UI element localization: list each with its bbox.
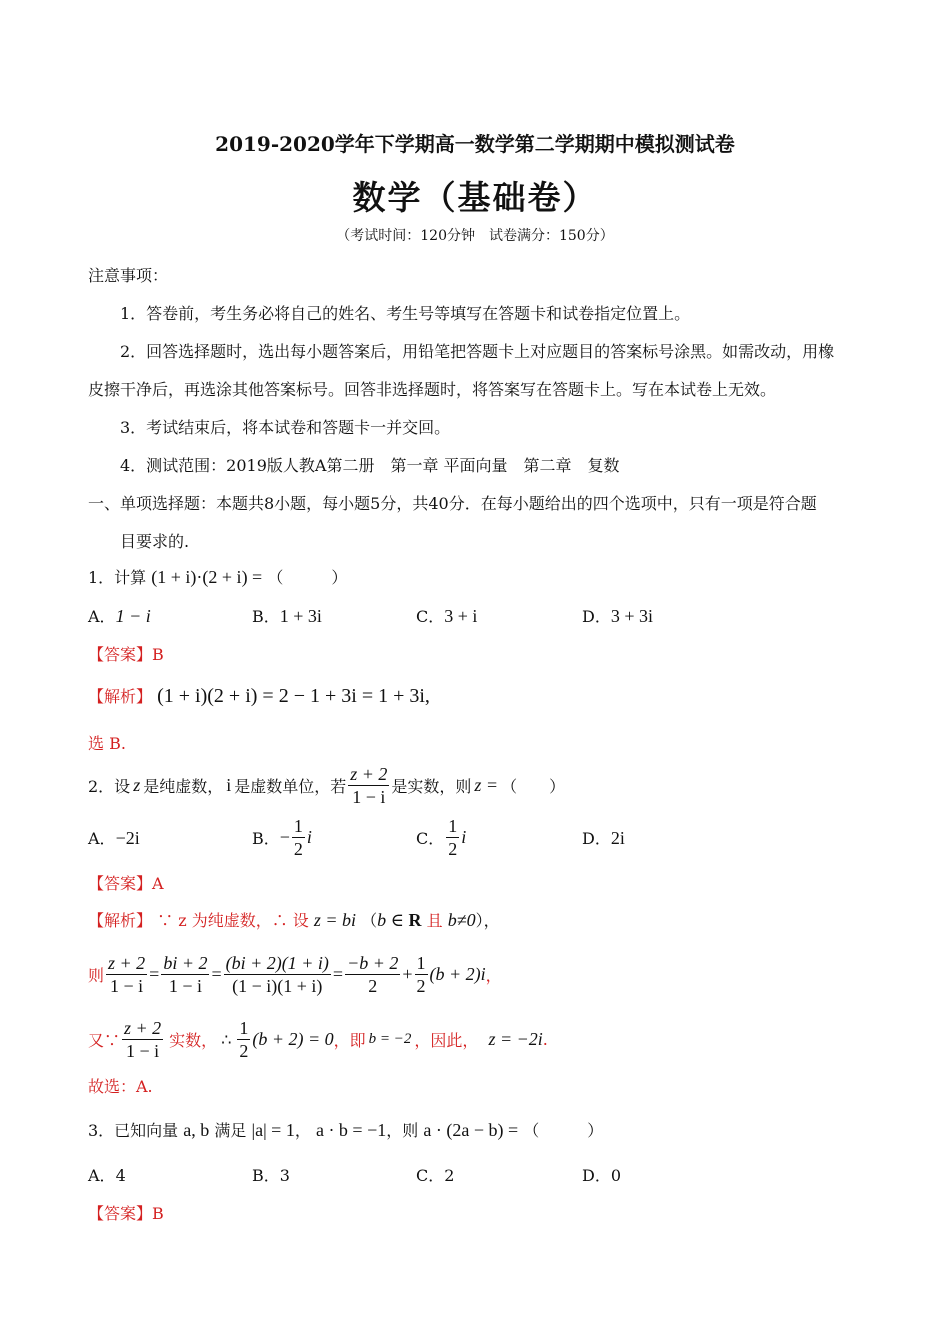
exam-info: （考试时间：120分钟 试卷满分：150分） (336, 228, 614, 244)
section-heading-line1: 一、单项选择题：本题共8小题，每小题5分，共40分．在每小题给出的四个选项中，只有一项是符合题 (88, 494, 817, 513)
q1-option-d (582, 604, 653, 627)
q2-l2-frac5-num: 1 (416, 952, 426, 973)
q2-option-c (416, 812, 466, 862)
q3-option-c (416, 1163, 454, 1186)
q2-l3-frac-den: 1 − i (126, 1040, 160, 1061)
q2-option-c-i: i (461, 826, 467, 847)
q2-l3-shi: 实数， (169, 1030, 218, 1050)
q3-answer: 【答案】B (88, 1204, 164, 1223)
page-title: 数学（基础卷） (352, 178, 598, 217)
q1-option-b-label: B． (252, 607, 280, 626)
q2-l2-frac4-den: 2 (368, 975, 378, 996)
q1-conclusion: 选 B. (88, 734, 126, 753)
q2-l2-frac3-den: (1 − i)(1 + i) (232, 975, 323, 996)
q1-option-b-value: 1 + 3i (279, 606, 322, 626)
q3-expression: a · (2a − b) = (423, 1120, 519, 1140)
q2-l3-therefore: ∴ (221, 1029, 232, 1049)
q2-analysis-1b: z = bi (313, 910, 357, 930)
q3-comma: ， (294, 1121, 311, 1140)
q2-l2-frac1 (106, 952, 147, 997)
q2-l3-expr: (b + 2) = 0 (252, 1028, 334, 1049)
q2-mid3: 是实数，则 (391, 776, 472, 796)
q2-l3-half (237, 1017, 250, 1062)
section-heading-line2: 目要求的. (120, 532, 190, 551)
q1-option-c-value: 3 + i (444, 606, 478, 626)
q2-option-c-label: C． (416, 828, 445, 848)
exam-title: 2019-2020学年下学期高一数学第二学期期中模拟测试卷 (215, 132, 735, 156)
q2-l2-frac4 (345, 952, 400, 997)
q1-option-b (252, 604, 322, 627)
q2-l2-end: ， (485, 965, 502, 985)
q2-l3-you: 又∵ (88, 1030, 121, 1050)
q2-l2-frac5-den: 2 (416, 975, 426, 996)
q2-l2-frac5 (415, 952, 428, 997)
q2-analysis-label: 【解析】 (88, 911, 153, 930)
q2-option-b-sign: − (279, 826, 290, 847)
note-2-line2: 皮擦干净后，再选涂其他答案标号。回答非选择题时，将答案写在答题卡上。写在本试卷上无效。 (88, 380, 777, 399)
q2-analysis-line2 (88, 948, 502, 1000)
q2-l3-dot: . (542, 1029, 548, 1049)
q2-analysis-1c: （ (361, 911, 378, 930)
q2-prefix: 2．设 (88, 776, 131, 796)
q3-option-d-value: 0 (610, 1166, 622, 1185)
q1-option-a-label: A． (88, 607, 116, 626)
q1-option-d-value: 3 + 3i (610, 606, 653, 626)
q1-expression: (1 + i)·(2 + i) = (151, 567, 263, 587)
q1-analysis-label: 【解析】 (88, 687, 153, 706)
q2-l3-frac (122, 1017, 163, 1062)
q2-option-d (582, 826, 625, 849)
q2-paren: （ ） (501, 776, 566, 796)
q1-paren: （ ） (267, 568, 348, 587)
q2-option-b-fraction (292, 815, 305, 860)
q2-l2-frac3-num: (bi + 2)(1 + i) (225, 952, 329, 973)
q3-option-b (252, 1163, 290, 1186)
q2-option-c-den: 2 (448, 838, 458, 859)
q1-analysis (88, 684, 430, 708)
note-3: 3．考试结束后，将本试卷和答题卡一并交回。 (120, 418, 451, 437)
note-4: 4．测试范围：2019版人教A第二册 第一章 平面向量 第二章 复数 (120, 456, 620, 475)
q2-l3-half-den: 2 (239, 1040, 249, 1061)
q2-end: z = (474, 774, 499, 795)
q2-l2-frac2-num: bi + 2 (163, 952, 208, 973)
q3-option-c-label: C． (416, 1166, 445, 1185)
q1-prefix: 1．计算 (88, 568, 147, 587)
q2-analysis-line3 (88, 1013, 548, 1065)
q2-analysis-1f: 且 (421, 911, 448, 930)
q1-option-d-label: D． (582, 607, 611, 626)
q2-l2-frac1-den: 1 − i (110, 975, 144, 996)
q3-mid1: 满足 (214, 1121, 247, 1140)
q2-l2-frac2-den: 1 − i (168, 975, 202, 996)
q2-l2-frac4-num: −b + 2 (347, 952, 399, 973)
q2-option-a-value: −2i (115, 828, 140, 848)
q2-l3-z: z = −2i (488, 1028, 543, 1049)
q2-l2-eq3: = (332, 963, 344, 984)
q2-mid1: 是纯虚数， (143, 776, 224, 796)
q2-option-b (252, 812, 312, 862)
q2-l2-frac2 (161, 952, 209, 997)
q2-l3-frac-num: z + 2 (124, 1017, 162, 1038)
q3-vectors: a, b (183, 1120, 210, 1140)
q1-analysis-expression: (1 + i)(2 + i) = 2 − 1 + 3i = 1 + 3i, (157, 685, 430, 707)
q2-analysis-1e: R (408, 910, 422, 930)
q3-option-c-value: 2 (444, 1166, 455, 1185)
question-2-stem (88, 760, 565, 810)
q2-option-a-label: A． (88, 829, 116, 848)
q2-option-d-label: D． (582, 829, 611, 848)
q2-l2-frac3 (224, 952, 331, 997)
q2-analysis-1d: b ∈ (377, 910, 409, 930)
q2-l3-yinci: ，因此， (414, 1030, 479, 1050)
q2-option-a (88, 826, 140, 849)
q2-analysis-1h: ）， (475, 911, 500, 930)
q2-option-b-label: B． (252, 828, 280, 848)
q3-cond1: |a| = 1 (251, 1120, 295, 1140)
q2-analysis-1g: b≠0 (447, 910, 476, 930)
q3-prefix: 3．已知向量 (88, 1121, 179, 1140)
q2-l3-b: b = −2 (368, 1030, 412, 1047)
q3-option-d (582, 1163, 621, 1186)
q2-fraction-den: 1 − i (352, 786, 386, 807)
q2-l2-frac1-num: z + 2 (108, 952, 146, 973)
q2-option-b-i: i (306, 826, 312, 847)
q1-option-a-value: 1 − i (115, 606, 151, 626)
q3-option-a-label: A． (88, 1166, 116, 1185)
note-2-line1: 2．回答选择题时，选出每小题答案后，用铅笔把答题卡上对应题目的答案标号涂黑。如需改动，用橡 (120, 342, 835, 361)
q2-analysis-ze: 则 (88, 965, 105, 985)
note-1: 1．答卷前，考生务必将自己的姓名、考生号等填写在答题卡和试卷指定位置上。 (120, 304, 691, 323)
q3-option-d-label: D． (582, 1166, 611, 1185)
q3-option-a-value: 4 (115, 1166, 126, 1185)
q2-analysis-1a: ∵ z 为纯虚数，∴ 设 (157, 911, 309, 930)
q2-option-c-fraction (446, 815, 459, 860)
q2-l3-half-num: 1 (239, 1017, 249, 1038)
q1-answer: 【答案】B (88, 645, 164, 664)
q2-option-d-value: 2i (610, 828, 625, 848)
q3-option-a (88, 1163, 126, 1186)
q2-conclusion: 故选：A. (88, 1077, 153, 1096)
q2-l2-eq2: = (211, 963, 222, 984)
q2-option-c-num: 1 (448, 815, 458, 836)
q2-fraction-num: z + 2 (350, 763, 388, 784)
q2-answer: 【答案】A (88, 874, 164, 893)
q3-mid2: ，则 (386, 1121, 419, 1140)
q2-l3-ji: ，即 (333, 1030, 366, 1050)
q2-analysis-line1 (88, 908, 500, 931)
q3-option-b-value: 3 (279, 1166, 290, 1185)
q1-option-c-label: C． (416, 607, 445, 626)
q2-i: i (226, 774, 232, 795)
q2-option-b-num: 1 (293, 815, 303, 836)
q2-l2-eq1: = (149, 963, 160, 984)
q3-paren: （ ） (523, 1121, 604, 1140)
q3-cond2: a · b = −1 (315, 1120, 387, 1140)
q3-option-b-label: B． (252, 1166, 280, 1185)
q2-mid2: 是虚数单位，若 (234, 776, 347, 796)
q2-l2-tail: (b + 2)i (429, 963, 486, 984)
question-3-stem (88, 1118, 603, 1141)
q1-option-a (88, 604, 151, 627)
q2-option-b-den: 2 (293, 838, 303, 859)
q2-z: z (133, 774, 141, 795)
q2-l2-plus: + (402, 963, 413, 984)
q2-fraction (348, 763, 389, 808)
q1-option-c (416, 604, 477, 627)
notes-heading: 注意事项： (88, 266, 169, 285)
question-1-stem (88, 565, 347, 588)
